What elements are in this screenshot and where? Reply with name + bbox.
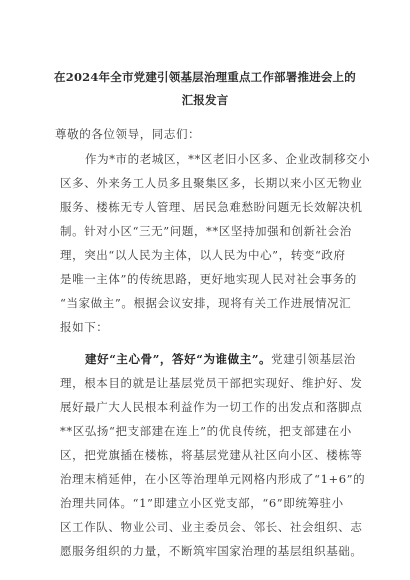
paragraph-2-line: **区弘扬“把支部建在连上”的优良传统，把支部建在小 [60, 424, 352, 438]
paragraph-1-line: 服务、楼栋无专人管理、居民急难愁盼问题无长效解决机 [60, 200, 363, 214]
paragraph-2-line: 区，把党旗插在楼栋，将基层党建从社区向小区、楼栋等 [60, 448, 363, 462]
paragraph-1-line: 是唯一主体”的传统思路，更好地实现人民对社会事务的 [60, 272, 357, 286]
paragraph-1-line: 制。针对小区“三无”问题，**区坚持加强和创新社会治 [60, 224, 352, 238]
paragraph-2-line: 治理共同体。“1”即建立小区党支部，“6”即统筹驻小 [60, 496, 344, 510]
paragraph-1-line: 作为*市的老城区，**区老旧小区多、企业改制移交小 [85, 152, 371, 166]
paragraph-2-first-line [85, 352, 356, 366]
paragraph-1-line: 理，突出“以人民为主体，以人民为中心”，转变“政府 [60, 248, 346, 262]
paragraph-2-line: 治理末梢延伸，在小区等治理单元网格内形成了“1+6”的 [60, 472, 366, 486]
paragraph-2-heading: 建好“主心骨”，答好“为谁做主”。 [85, 352, 272, 366]
paragraph-2-line: 理，根本目的就是让基层党员干部把实现好、维护好、发 [60, 376, 363, 390]
salutation: 尊敬的各位领导，同志们： [55, 127, 201, 141]
paragraph-1-line: 报如下： [60, 320, 109, 334]
paragraph-1-line: “当家做主”。根据会议安排，现将有关工作进展情况汇 [60, 296, 352, 310]
paragraph-2-line: 愿服务组织的力量，不断筑牢国家治理的基层组织基础。 [60, 544, 363, 558]
document-title-line-1: 在2024年全市党建引领基层治理重点工作部署推进会上的 [54, 70, 356, 84]
paragraph-2-line: 区工作队、物业公司、业主委员会、邻长、社会组织、志 [60, 520, 363, 534]
paragraph-1-line: 区多、外来务工人员多且聚集区多，长期以来小区无物业 [60, 176, 363, 190]
document-title-line-2: 汇报发言 [181, 93, 229, 107]
paragraph-2-line: 展好最广大人民根本利益作为一切工作的出发点和落脚点 [60, 400, 363, 414]
paragraph-2-first-line-rest: 党建引领基层治 [271, 352, 356, 366]
